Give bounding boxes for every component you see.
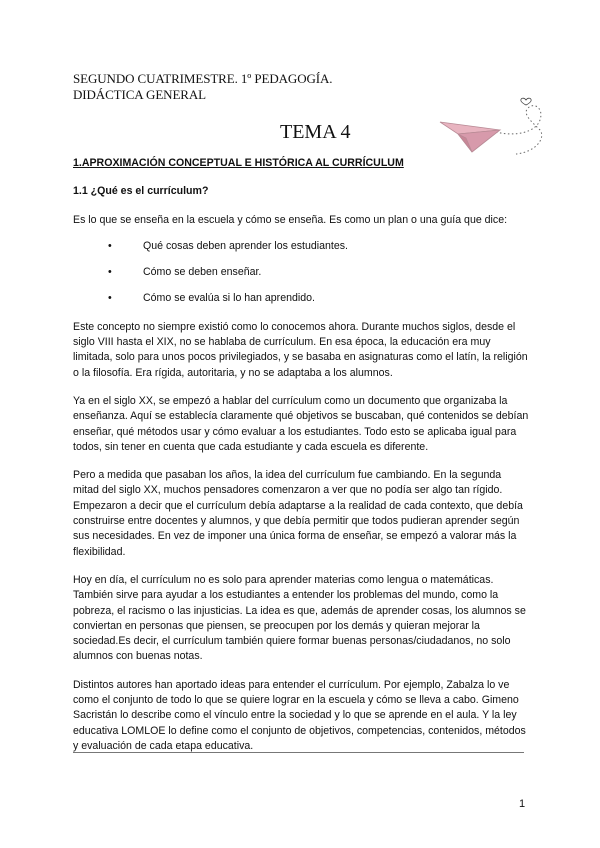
intro-paragraph: Es lo que se enseña en la escuela y cómo se enseña. Es como un plan o una guía que dice: bbox=[73, 213, 508, 226]
paragraph: Hoy en día, el currículum no es solo para aprender materias como lengua o matemáticas. También sirve para ayudar a los estudiantes a entender los problemas del mundo, como la pobreza, el racismo o las injusticias. La idea es que, además de aprender cosas, los alumnos se conviertan en personas que piensen, se preocupen por los demás y quieran mejorar la sociedad.Es decir, el currículum también quiere formar buenas personas/ciudadanos, no solo alumnos con buenas notas. bbox=[73, 573, 526, 663]
document-body bbox=[73, 150, 529, 754]
paragraph: Distintos autores han aportado ideas para entender el currículum. Por ejemplo, Zabalza lo ve como el conjunto de todo lo que se quiere lograr en la escuela y cómo se lleva a cabo. Gimeno Sacristán lo describe como el vínculo entre la sociedad y lo que se aprende en el aula. Y la ley educativa LOMLOE lo define como el conjunto de objetivos, competencias, contenidos, métodos y evaluación de cada etapa educativa. bbox=[73, 678, 526, 752]
document-header bbox=[73, 71, 332, 103]
bullet-icon: • bbox=[108, 266, 112, 279]
header-course: SEGUNDO CUATRIMESTRE. 1º PEDAGOGÍA. bbox=[73, 71, 333, 86]
bullet-icon: • bbox=[108, 239, 112, 252]
subsection-heading: 1.1 ¿Qué es el currículum? bbox=[73, 185, 209, 198]
section-heading: 1.APROXIMACIÓN CONCEPTUAL E HISTÓRICA AL CURRÍCULUM bbox=[73, 157, 404, 169]
paragraph: Pero a medida que pasaban los años, la idea del currículum fue cambiando. En la segunda mitad del siglo XX, muchos pensadores comenzaron a ver que no podía ser algo tan rígido. Empezaron a decir que el currículum debía adaptarse a la realidad de cada contexto, que debía construirse entre docentes y alumnos, y que debía permitir que todos pudieran aprender según sus necesidades. En vez de imponer una única forma de enseñar, se empezó a valorar más la flexibilidad. bbox=[73, 469, 523, 558]
bullet-icon: • bbox=[108, 292, 112, 305]
header-subject: DIDÁCTICA GENERAL bbox=[73, 87, 206, 102]
paragraph: Ya en el siglo XX, se empezó a hablar del currículum como un documento que organizaba la enseñanza. Aquí se establecía claramente qué objetivos se buscaban, qué contenidos se debían enseñar, qué métodos usar y cómo evaluar a los estudiantes. Todo esto se aplicaba igual para todos, sin tener en cuenta que cada estudiante y cada escuela es diferente. bbox=[73, 394, 529, 453]
list-item: • Cómo se deben enseñar. bbox=[73, 265, 529, 280]
page-number: 1 bbox=[519, 798, 526, 810]
footer-divider bbox=[73, 752, 524, 753]
page-title: TEMA 4 bbox=[280, 121, 351, 143]
heart-icon bbox=[521, 98, 531, 105]
paragraph: Este concepto no siempre existió como lo conocemos ahora. Durante muchos siglos, desde el siglo VIII hasta el XIX, no se hablaba de currículum. En esa época, la educación era muy limitada, solo para unos pocos privilegiados, y se basaba en asignaturas como el latín, la religión o la filosofía. Era rígida, autoritaria, y no se adaptaba a los alumnos. bbox=[73, 320, 528, 379]
bullet-list bbox=[73, 239, 529, 307]
list-item: • Cómo se evalúa si lo han aprendido. bbox=[73, 291, 529, 306]
list-item: • Qué cosas deben aprender los estudiantes. bbox=[73, 239, 529, 254]
